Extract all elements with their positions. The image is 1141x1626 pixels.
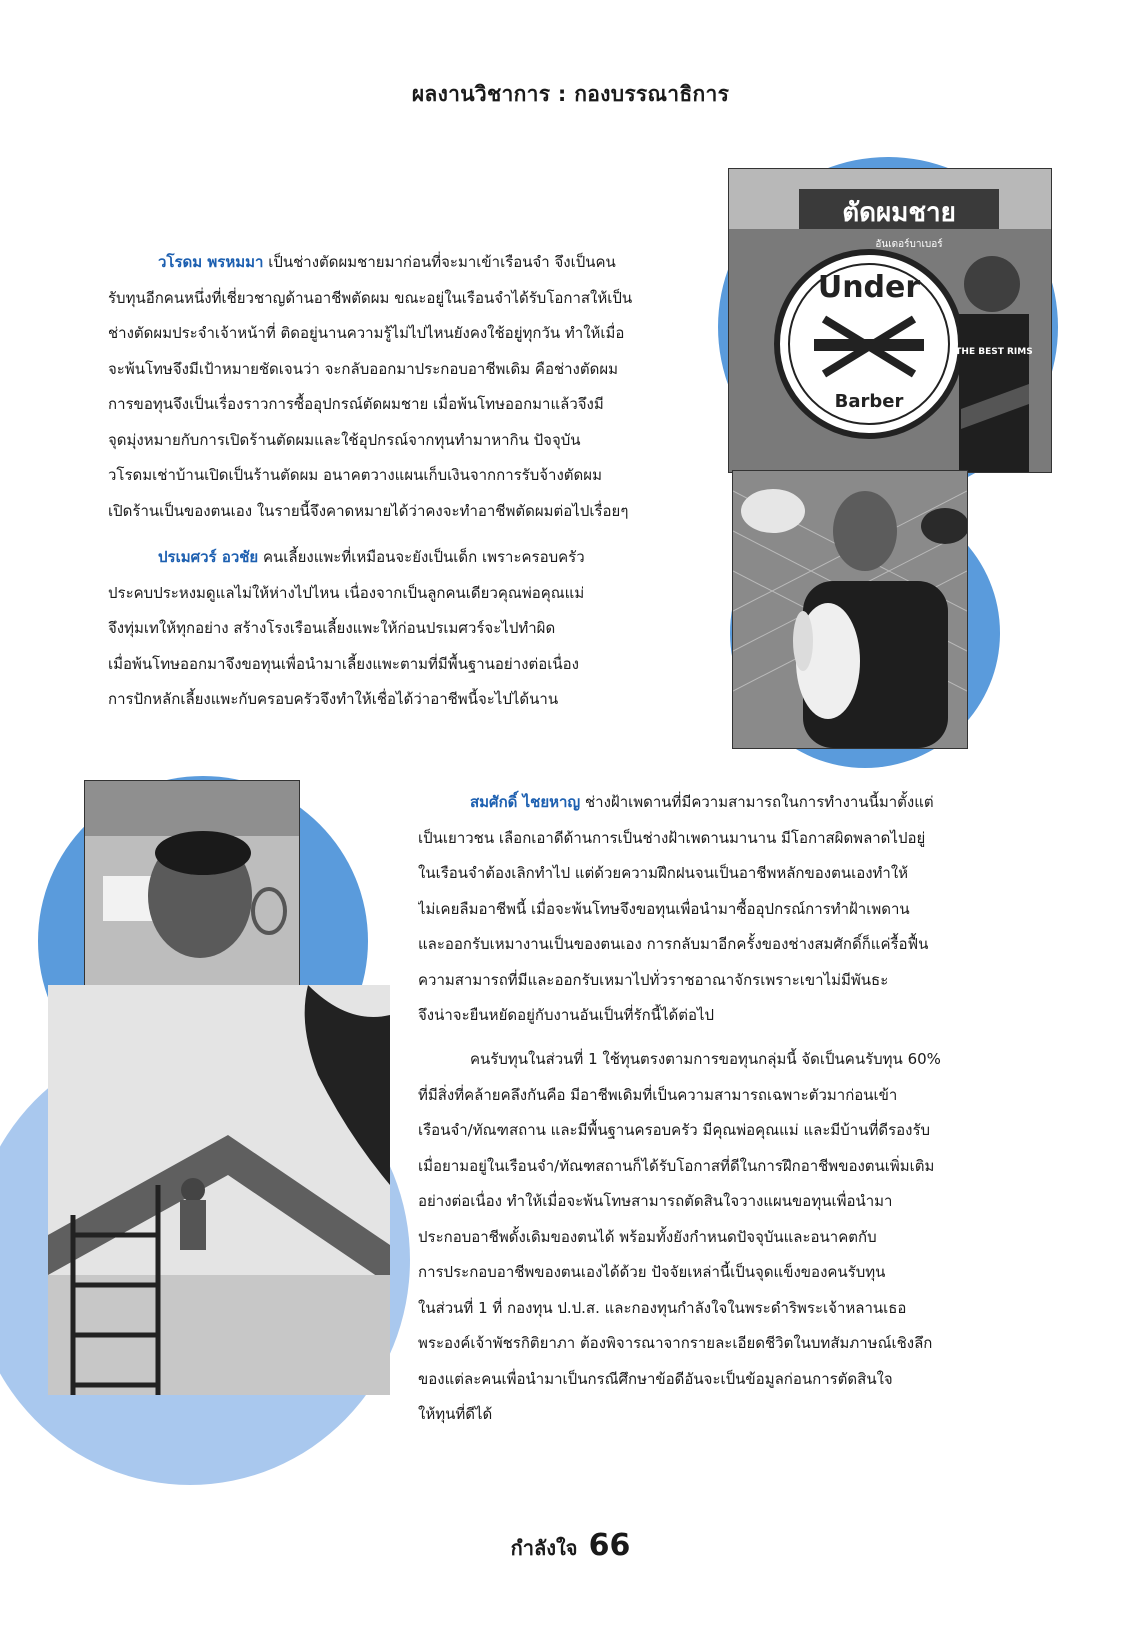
ceiling-worker-photo	[48, 985, 390, 1395]
page-header: ผลงานวิชาการ : กองบรรณาธิการ	[411, 82, 730, 106]
para3-line-6: ความสามารถที่มีและออกรับเหมาไปทั่วราชอาณาจักรเพราะเขาไม่มีพันธะ	[418, 970, 889, 989]
para2-line-2: ประคบประหงมดูแลไม่ให้ห่างไปไหน เนื่องจากเป็นลูกคนเดียวคุณพ่อคุณแม่	[108, 583, 585, 602]
person-name-varodom: วโรดม พรหมมา	[158, 253, 264, 271]
para1-line-3: ช่างตัดผมประจำเจ้าหน้าที่ ติดอยู่นานความรู้ไม่ไปไหนยังคงใช้อยู่ทุกวัน ทำให้เมื่อ	[108, 324, 625, 342]
para4-line-9: พระองค์เจ้าพัชรกิติยาภา ต้องพิจารณาจากรายละเอียดชีวิตในบทสัมภาษณ์เชิงลึก	[418, 1334, 933, 1352]
para1-line-4: จะพ้นโทษจึงมีเป้าหมายชัดเจนว่า จะกลับออกมาประกอบอาชีพเดิม คือช่างตัดผม	[108, 359, 619, 378]
para4-line-10: ของแต่ละคนเพื่อนำมาเป็นกรณีศึกษาข้อดีอันจะเป็นข้อมูลก่อนการตัดสินใจ	[418, 1369, 893, 1388]
footer-label: กำลังใจ	[510, 1536, 578, 1560]
page-footer	[0, 1528, 1141, 1564]
para1-line-8: เปิดร้านเป็นของตนเอง ในรายนี้จึงคาดหมายได้ว่าคงจะทำอาชีพตัดผมต่อไปเรื่อยๆ	[108, 501, 629, 520]
person-name-poramet: ปรเมศวร์ อวชัย	[158, 548, 259, 566]
para4-line-2: ที่มีสิ่งที่คล้ายคลึงกันคือ มีอาชีพเดิมที่เป็นความสามารถเฉพาะตัวมาก่อนเข้า	[418, 1085, 898, 1104]
barber-sign-title: ตัดผมชาย	[842, 198, 956, 228]
para4-line-4: เมื่อยามอยู่ในเรือนจำ/ทัณฑสถานก็ได้รับโอกาสที่ดีในการฝึกอาชีพของตนเพิ่มเติม	[418, 1156, 935, 1175]
para3-line-5: และออกรับเหมางานเป็นของตนเอง การกลับมาอีกครั้งของช่างสมศักดิ์ก็แค่รื้อฟื้น	[418, 935, 929, 953]
para4-line-11: ให้ทุนที่ดีได้	[418, 1405, 493, 1423]
person-name-somsak: สมศักดิ์ ไชยหาญ	[470, 793, 581, 811]
para4-line-8: ในส่วนที่ 1 ที่ กองทุน ป.ป.ส. และกองทุนกำลังใจในพระดำริพระเจ้าหลานเธอ	[418, 1298, 907, 1317]
para3-line-7: จึงน่าจะยืนหยัดอยู่กับงานอันเป็นที่รักนี้ได้ต่อไป	[418, 1006, 715, 1024]
para1-line-2: รับทุนอีกคนหนึ่งที่เชี่ยวชาญด้านอาชีพตัดผม ขณะอยู่ในเรือนจำได้รับโอกาสให้เป็น	[108, 288, 633, 307]
para1-line-6: จุดมุ่งหมายกับการเปิดร้านตัดผมและใช้อุปกรณ์จากทุนทำมาหากิน ปัจจุบัน	[108, 430, 581, 449]
para4-line-6: ประกอบอาชีพดั้งเดิมของตนได้ พร้อมทั้งยังกำหนดปัจจุบันและอนาคตกับ	[418, 1227, 877, 1246]
para2-line-4: เมื่อพ้นโทษออกมาจึงขอทุนเพื่อนำมาเลี้ยงแพะตามที่มีพื้นฐานอย่างต่อเนื่อง	[108, 654, 579, 673]
paragraph-varodom	[108, 245, 692, 529]
para4-line-5: อย่างต่อเนื่อง ทำให้เมื่อจะพ้นโทษสามารถตัดสินใจวางแผนขอทุนเพื่อนำมา	[418, 1192, 893, 1210]
para3-line-4: ไม่เคยลืมอาชีพนี้ เมื่อจะพ้นโทษจึงขอทุนเพื่อนำมาซื้ออุปกรณ์การทำฝ้าเพดาน	[418, 899, 910, 918]
barber-photo	[728, 168, 1052, 473]
para1-line-7: วโรดมเช่าบ้านเปิดเป็นร้านตัดผม อนาคตวางแผนเก็บเงินจากการรับจ้างตัดผม	[108, 466, 602, 484]
barber-logo-bottom: Barber	[834, 391, 904, 412]
page-number: 66	[588, 1528, 631, 1563]
para1-line-1: วโรดม พรหมมา เป็นช่างตัดผมชายมาก่อนที่จะมาเข้าเรือนจำ จึงเป็นคน	[158, 253, 616, 271]
barber-shirt-text: THE BEST RIMS	[955, 347, 1033, 357]
goat-farmer-photo	[732, 470, 968, 749]
para3-line-1: สมศักดิ์ ไชยหาญ ช่างฝ้าเพดานที่มีความสามารถในการทำงานนี้มาตั้งแต่	[470, 793, 934, 811]
para3-line-3: ในเรือนจำต้องเลิกทำไป แต่ด้วยความฝึกฝนจนเป็นอาชีพหลักของตนเองทำให้	[418, 864, 909, 882]
para2-line-5: การปักหลักเลี้ยงแพะกับครอบครัวจึงทำให้เชื่อได้ว่าอาชีพนี้จะไปได้นาน	[108, 690, 559, 708]
para2-line-1: ปรเมศวร์ อวชัย คนเลี้ยงแพะที่เหมือนจะยังเป็นเด็ก เพราะครอบครัว	[158, 548, 585, 566]
paragraph-somsak	[418, 785, 1000, 1034]
para3-line-2: เป็นเยาวชน เลือกเอาดีด้านการเป็นช่างฝ้าเพดานมานาน มีโอกาสผิดพลาดไปอยู่	[418, 828, 926, 847]
barber-sign-sub: อันเดอร์บาเบอร์	[875, 239, 943, 250]
barber-logo-top: Under	[817, 270, 921, 305]
paragraph-summary	[418, 1042, 1000, 1433]
para2-line-3: จึงทุ่มเทให้ทุกอย่าง สร้างโรงเรือนเลี้ยงแพะให้ก่อนปรเมศวร์จะไปทำผิด	[108, 619, 556, 637]
para4-line-3: เรือนจำ/ทัณฑสถาน และมีพื้นฐานครอบครัว มีคุณพ่อคุณแม่ และมีบ้านที่ดีรองรับ	[418, 1121, 931, 1139]
para4-line-1: คนรับทุนในส่วนที่ 1 ใช้ทุนตรงตามการขอทุนกลุ่มนี้ จัดเป็นคนรับทุน 60%	[470, 1050, 941, 1068]
para1-line-5: การขอทุนจึงเป็นเรื่องราวการซื้ออุปกรณ์ตัดผมชาย เมื่อพ้นโทษออกมาแล้วจึงมี	[108, 395, 604, 413]
paragraph-poramet	[108, 540, 692, 718]
para4-line-7: การประกอบอาชีพของตนเองได้ด้วย ปัจจัยเหล่านี้เป็นจุดแข็งของคนรับทุน	[418, 1263, 886, 1281]
